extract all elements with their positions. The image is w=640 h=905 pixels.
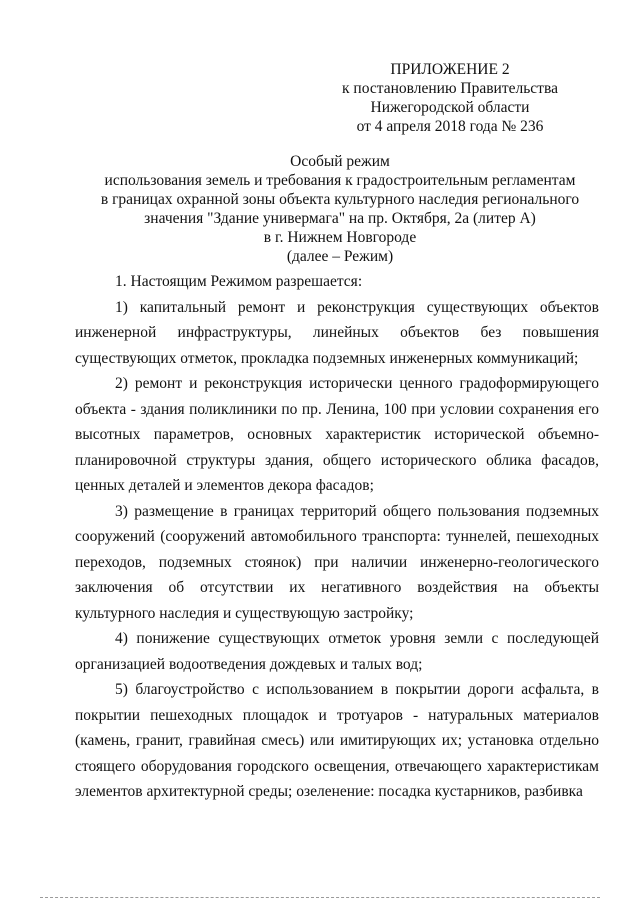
title-line-5: в г. Нижнем Новгороде [263,229,417,246]
appendix-header [330,60,570,136]
document-title [60,152,620,266]
page-bottom-divider [40,897,600,898]
paragraph: 1. Настоящим Режимом разрешается: [115,273,363,290]
appendix-reference: к постановлению Правительства [342,80,558,97]
appendix-date: от 4 апреля 2018 года № 236 [356,118,544,135]
paragraph: 1) капитальный ремонт и реконструкция существующих объектов инженерной инфраструктуры, линейных объектов без повышения существующих отметок, прокладка подземных инженерных коммуникаций; [75,298,599,367]
title-line-6: (далее – Режим) [286,248,394,265]
title-line-1: Особый режим [290,153,390,170]
title-line-3: в границах охранной зоны объекта культурного наследия регионального [100,191,580,208]
document-body [75,269,599,805]
title-line-2: использования земель и требования к градостроительным регламентам [104,172,576,189]
paragraph: 2) ремонт и реконструкция исторически ценного градоформирующего объекта - здания поликлиники по пр. Ленина, 100 при условии сохранения его высотных параметров, основных характеристик исторической объемно-планировочной структуры здания, общего исторического облика фасадов, ценных деталей и элементов декора фасадов; [75,375,599,494]
paragraph: 3) размещение в границах территорий общего пользования подземных сооружений (сооружений автомобильного транспорта: туннелей, пешеходных переходов, подземных стоянок) при наличии инженерно-геологического заключения об отсутствии их негативного воздействия на объекты культурного наследия и существующую застройку; [75,502,599,622]
title-line-4: значения "Здание универмага" на пр. Октября, 2а (литер А) [144,210,536,227]
appendix-number: ПРИЛОЖЕНИЕ 2 [390,61,510,78]
paragraph: 5) благоустройство с использованием в покрытии дороги асфальта, в покрытии пешеходных площадок и тротуаров - натуральных материалов (камень, гранит, гравийная смесь) или имитирующих их; установка отдельно стоящего оборудования городского освещения, отвечающего характеристикам элементов архитектурной среды; озеленение: посадка кустарников, разбивка [75,681,599,800]
paragraph: 4) понижение существующих отметок уровня земли с последующей организацией водоотведения дождевых и талых вод; [75,630,599,673]
appendix-region: Нижегородской области [370,99,530,116]
